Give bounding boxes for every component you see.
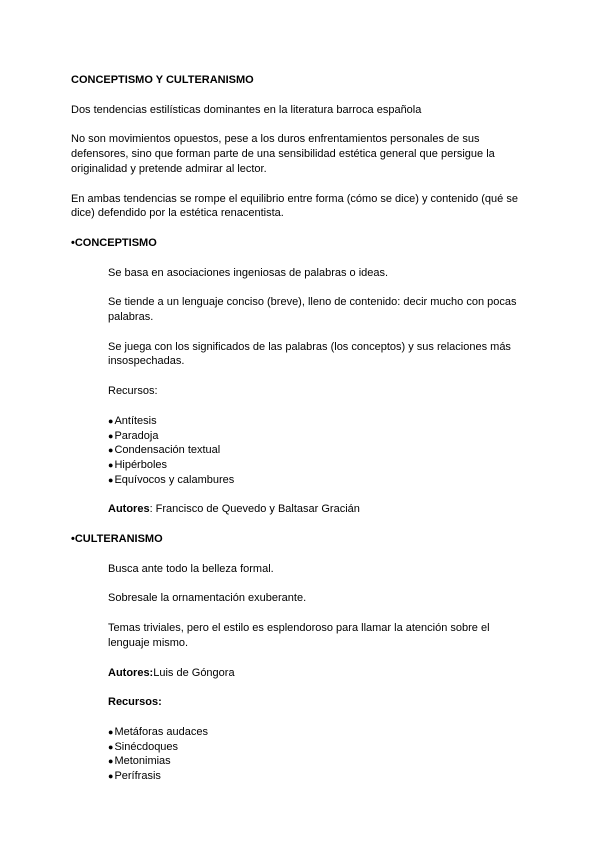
intro-paragraph: En ambas tendencias se rompe el equilibrio entre forma (cómo se dice) y contenido (qué se dice) defendido por la estética renacentista. <box>71 192 518 220</box>
culteranismo-authors-label: Autores: <box>108 666 154 679</box>
document-body <box>71 73 531 799</box>
list-item: ● Equívocos y calambures <box>108 473 531 488</box>
conceptismo-resources-label: Recursos: <box>108 385 158 398</box>
culteranismo-resources-list <box>71 725 531 784</box>
list-item: ● Sinécdoques <box>108 740 531 755</box>
conceptismo-section <box>71 266 531 399</box>
list-item: ● Metáforas audaces <box>108 725 531 740</box>
culteranismo-authors-text: Luis de Góngora <box>153 666 235 679</box>
document-title: CONCEPTISMO Y CULTERANISMO <box>71 74 254 86</box>
culteranismo-authors <box>108 666 531 681</box>
list-item: ● Antítesis <box>108 414 531 429</box>
list-item: ● Perífrasis <box>108 769 531 784</box>
list-item: ● Metonimias <box>108 754 531 769</box>
conceptismo-resources-list <box>71 414 531 488</box>
conceptismo-authors-text: : Francisco de Quevedo y Baltasar Gracián <box>149 503 360 516</box>
culteranismo-resources-label <box>108 695 531 710</box>
list-item: ● Hipérboles <box>108 458 531 473</box>
intro-paragraph: Dos tendencias estilísticas dominantes en la literatura barroca española <box>71 103 422 116</box>
conceptismo-authors <box>108 502 531 517</box>
culteranismo-section <box>71 562 531 710</box>
culteranismo-heading: •CULTERANISMO <box>71 533 163 546</box>
culteranismo-paragraph: Sobresale la ornamentación exuberante. <box>108 592 307 605</box>
intro-paragraph: No son movimientos opuestos, pese a los duros enfrentamientos personales de sus defensores, sino que forman parte de una sensibilidad estética general que persigue la originalidad y pretende admirar al lector. <box>71 133 495 175</box>
list-item: ● Paradoja <box>108 429 531 444</box>
conceptismo-authors-block <box>71 502 531 517</box>
conceptismo-paragraph: Se juega con los significados de las palabras (los conceptos) y sus relaciones más insospechadas. <box>108 340 511 368</box>
culteranismo-paragraph: Busca ante todo la belleza formal. <box>108 562 274 575</box>
culteranismo-resources-label-text: Recursos: <box>108 696 162 709</box>
conceptismo-heading: •CONCEPTISMO <box>71 236 157 249</box>
list-item: ● Condensación textual <box>108 443 531 458</box>
culteranismo-paragraph: Temas triviales, pero el estilo es esplendoroso para llamar la atención sobre el lenguaje mismo. <box>108 622 490 649</box>
conceptismo-paragraph: Se tiende a un lenguaje conciso (breve), lleno de contenido: decir mucho con pocas palabras. <box>108 296 517 324</box>
conceptismo-paragraph: Se basa en asociaciones ingeniosas de palabras o ideas. <box>108 266 389 279</box>
conceptismo-authors-label: Autores <box>108 503 150 516</box>
